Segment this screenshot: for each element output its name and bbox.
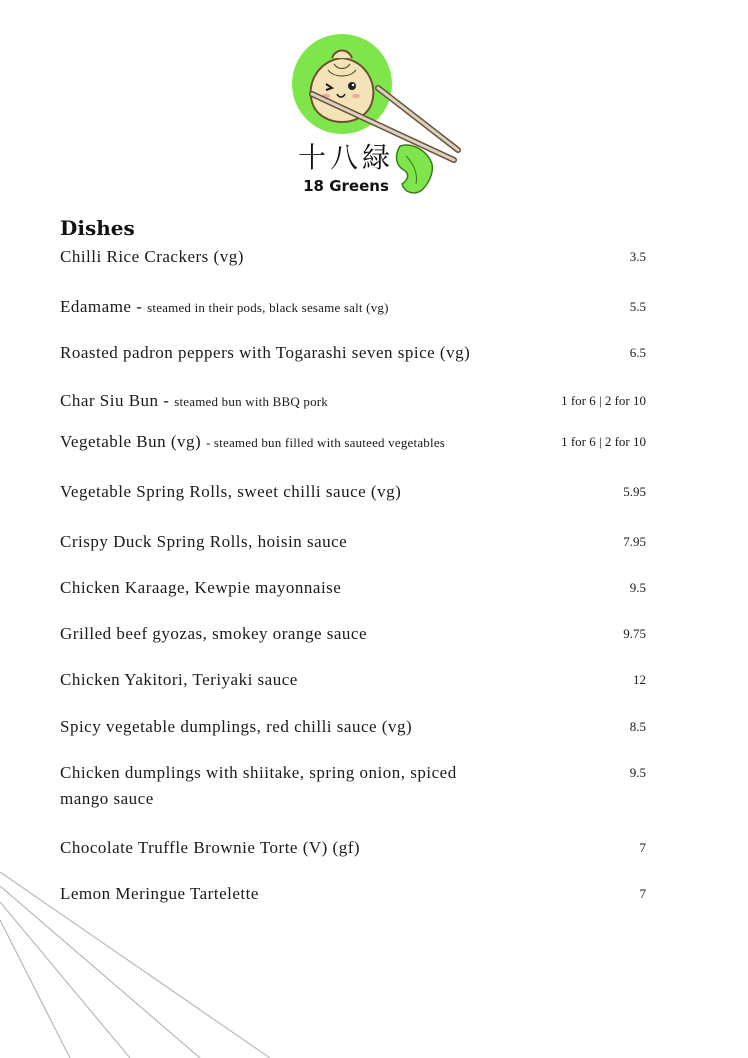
menu-item: [60, 621, 648, 648]
restaurant-logo: [282, 24, 472, 200]
item-price: 7: [639, 886, 646, 901]
item-name: Roasted padron peppers with Togarashi seven spice (vg): [60, 343, 471, 362]
item-name: Chicken dumplings with shiitake, spring onion, spiced mango sauce: [60, 763, 457, 808]
menu-item: [60, 760, 648, 813]
logo-chinese-name: 十八緑: [297, 141, 394, 174]
menu-item: [60, 388, 648, 415]
menu-item: [60, 479, 648, 506]
item-price: 7.95: [623, 534, 646, 549]
item-price: 9.5: [629, 580, 646, 595]
item-price: 6.5: [629, 345, 646, 360]
item-price: 1 for 6 | 2 for 10: [561, 434, 646, 449]
menu-item: [60, 244, 648, 271]
item-name: Edamame -: [60, 297, 148, 316]
item-price: 5.95: [623, 484, 646, 499]
menu-item: [60, 575, 648, 602]
item-price: 1 for 6 | 2 for 10: [561, 393, 646, 408]
menu-item: [60, 529, 648, 556]
item-name: Char Siu Bun -: [60, 391, 175, 410]
menu-item: [60, 294, 648, 321]
menu-item: [60, 340, 648, 367]
item-price: 3.5: [629, 249, 646, 264]
item-name: Chicken Yakitori, Teriyaki sauce: [60, 670, 298, 689]
menu-item: [60, 429, 648, 456]
item-name: Crispy Duck Spring Rolls, hoisin sauce: [60, 532, 348, 551]
item-price: 5.5: [629, 299, 646, 314]
item-price: 7: [639, 840, 646, 855]
item-name: Chicken Karaage, Kewpie mayonnaise: [60, 578, 342, 597]
section-title: Dishes: [60, 216, 135, 240]
item-description: - steamed bun filled with sauteed vegetables: [205, 435, 446, 450]
item-price: 12: [633, 672, 646, 687]
item-description: steamed in their pods, black sesame salt (vg): [147, 300, 389, 315]
item-name: Vegetable Bun (vg): [60, 432, 206, 451]
item-description: steamed bun with BBQ pork: [174, 394, 328, 409]
menu-item: [60, 835, 648, 862]
item-name: Lemon Meringue Tartelette: [60, 884, 259, 903]
menu-item: [60, 667, 648, 694]
item-price: 9.75: [623, 626, 646, 641]
item-name: Grilled beef gyozas, smokey orange sauce: [60, 624, 367, 643]
item-price: 9.5: [629, 765, 646, 780]
item-name: Chocolate Truffle Brownie Torte (V) (gf): [60, 838, 361, 857]
menu-item: [60, 714, 648, 741]
item-name: Vegetable Spring Rolls, sweet chilli sauce (vg): [60, 482, 402, 501]
logo-english-name: 18 Greens: [303, 177, 389, 195]
item-name: Spicy vegetable dumplings, red chilli sauce (vg): [60, 717, 413, 736]
item-price: 8.5: [629, 719, 646, 734]
decorative-lines: [0, 860, 300, 1058]
item-name: Chilli Rice Crackers (vg): [60, 247, 244, 266]
